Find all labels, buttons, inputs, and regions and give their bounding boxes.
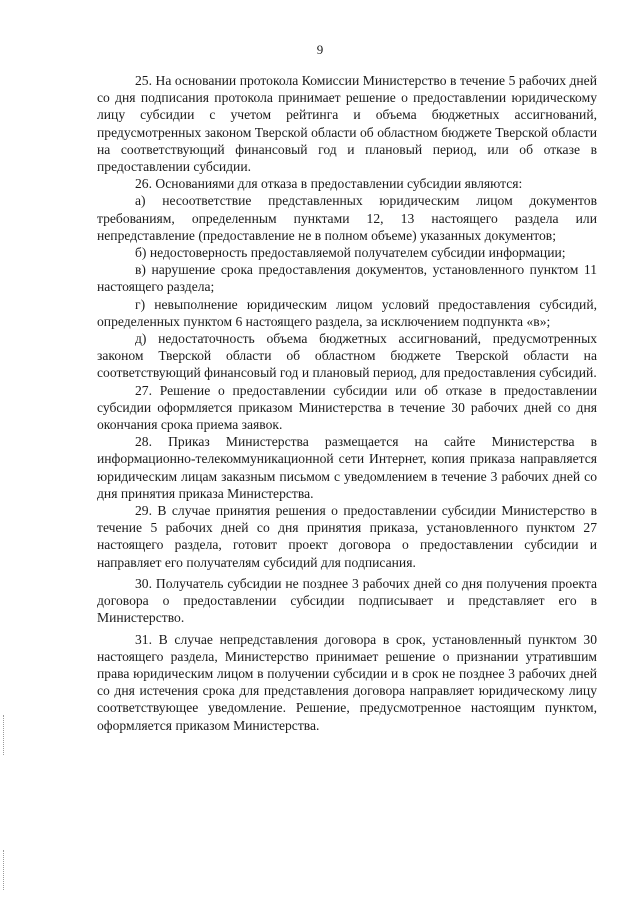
- paragraph-26-a: а) несоответствие представленных юридическим лицом документов требованиям, определенным пунктами 12, 13 настоящего раздела или непредставление (предоставление не в полном объеме) указанных документов;: [97, 193, 597, 243]
- paragraph-31: 31. В случае непредставления договора в срок, установленный пунктом 30 настоящего раздела, Министерство принимает решение о признании утратившим права юридическим лицом в получении субсидии и в срок не позднее 3 рабочих дней со дня истечения срока для представления договора направляет юридическому лицу соответствующее уведомление. Решение, предусмотренное настоящим пунктом, оформляется приказом Министерства.: [97, 631, 597, 733]
- paragraph-25: 25. На основании протокола Комиссии Министерство в течение 5 рабочих дней со дня подписания протокола принимает решение о предоставлении юридическому лицу субсидии с учетом рейтинга и объема бюджетных ассигнований, предусмотренных законом Тверской области об областном бюджете Тверской области на соответствующий финансовый год и плановый период, или об отказе в предоставлении субсидии.: [97, 73, 597, 175]
- paragraph-26-g: г) невыполнение юридическим лицом условий предоставления субсидий, определенных пунктом 6 настоящего раздела, за исключением подпункта «в»;: [97, 296, 597, 329]
- document-body: [97, 72, 597, 734]
- paragraph-26-d: д) недостаточность объема бюджетных ассигнований, предусмотренных законом Тверской области об областном бюджете Тверской области на соответствующий финансовый год и плановый период, для предоставления субсидий.: [97, 331, 597, 381]
- paragraph-26: 26. Основаниями для отказа в предоставлении субсидии являются:: [135, 176, 523, 192]
- paragraph-30: 30. Получатель субсидии не позднее 3 рабочих дней со дня получения проекта договора о предоставлении субсидии подписывает и представляет его в Министерство.: [97, 575, 597, 626]
- paragraph-27: 27. Решение о предоставлении субсидии или об отказе в предоставлении субсидии оформляется приказом Министерства в течение 30 рабочих дней со дня окончания срока приема заявок.: [97, 382, 597, 433]
- paragraph-28: 28. Приказ Министерства размещается на сайте Министерства в информационно-телекоммуникационной сети Интернет, копия приказа направляется юридическим лицам заказным письмом с уведомлением в течение 3 рабочих дней со дня принятия приказа Министерства.: [97, 434, 597, 501]
- paragraph-29: 29. В случае принятия решения о предоставлении субсидии Министерство в течение 5 рабочих дней со дня принятия приказа, установленного пунктом 27 настоящего раздела, готовит проект договора о предоставлении субсидии и направляет его получателям субсидий для подписания.: [97, 503, 597, 570]
- paragraph-26-v: в) нарушение срока предоставления документов, установленного пунктом 11 настоящего раздела;: [97, 262, 597, 295]
- scan-margin-mark: [3, 850, 5, 890]
- page-number: 9: [316, 42, 324, 57]
- paragraph-26-b: б) недостоверность предоставляемой получателем субсидии информации;: [135, 245, 566, 261]
- scan-margin-mark: [3, 715, 5, 755]
